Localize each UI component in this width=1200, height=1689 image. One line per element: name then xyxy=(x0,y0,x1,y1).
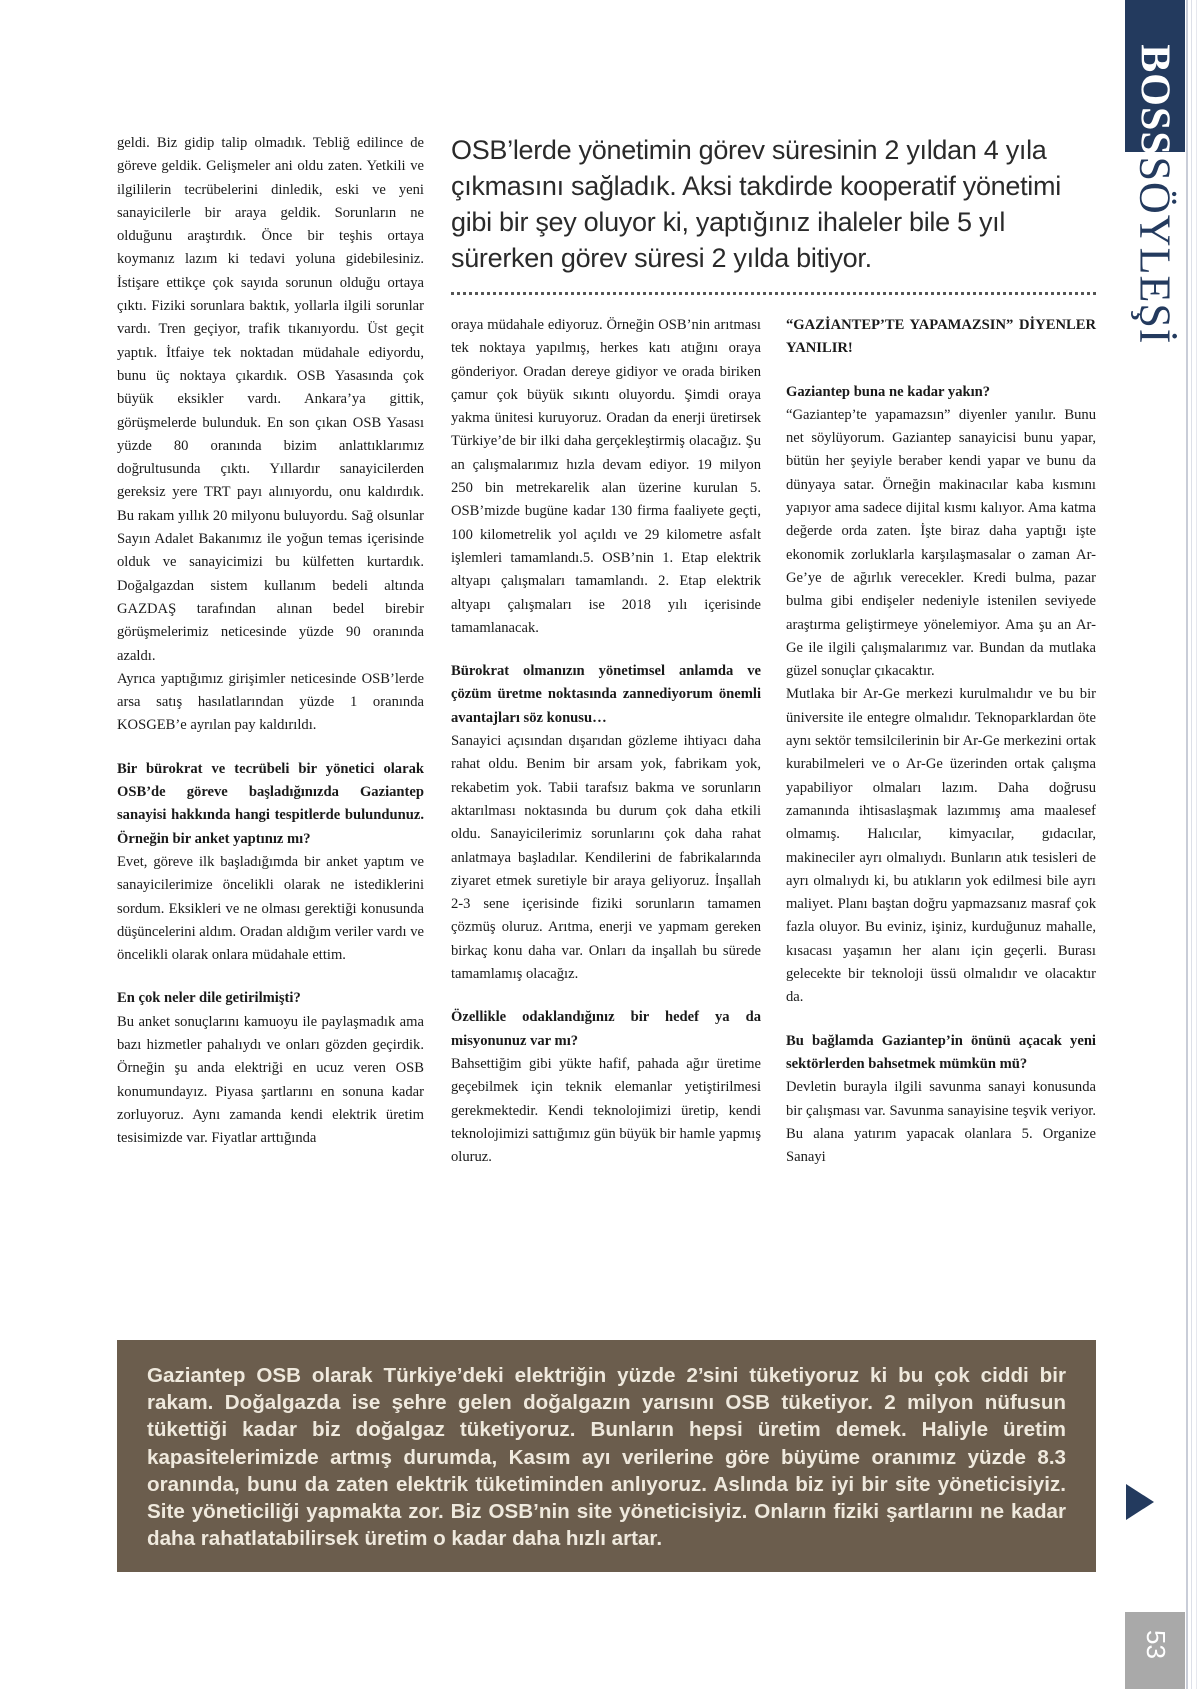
interview-question: Özellikle odaklandığınız bir hedef ya da misyonunuz var mı? xyxy=(451,1009,761,1049)
sidebar-rule xyxy=(1196,0,1197,1689)
interview-question: En çok neler dile getirilmişti? xyxy=(117,990,301,1007)
triangle-arrow-icon xyxy=(1126,1484,1154,1520)
sidebar-rule xyxy=(1191,0,1192,1689)
interview-question: Bürokrat olmanızın yönetimsel anlamda ve çözüm üretme noktasında zannediyorum önemli avantajları söz konusu… xyxy=(451,663,761,726)
pull-quote: OSB’lerde yönetimin görev süresinin 2 yıldan 4 yıla çıkmasını sağladık. Aksi takdirde kooperatif yönetimi gibi bir şey oluyor ki, yaptığınız ihaleler bile 5 yıl sürerken görev süresi 2 yılda bitiyor. xyxy=(451,135,1061,273)
paragraph: Bu anket sonuçlarını kamuoyu ile paylaşmadık ama bazı hizmetler pahalıydı ve onları gözden geçirdik. Örneğin şu anda elektriği en ucuz veren OSB konumundayız. Piyasa şartlarını en sonuna kadar zorluyoruz. Aynı zamanda kendi elektrik üretim tesisimizde var. Fiyatlar arttığında xyxy=(117,1013,424,1147)
paragraph: Mutlaka bir Ar-Ge merkezi kurulmalıdır ve bu bir üniversite ile entegre olmalıdır. Teknoparklardan öte aynı sektör temsilcilerinin bir Ar-Ge merkezini ortak kurabilmeleri ve o Ar-Ge üzerinden ortak çalışma yapabiliyor olmaları lazım. Daha doğrusu zamanında ihtisaslaşmak lazımmış ama maalesef olmamış. Halıcılar, kimyacılar, gıdacılar, makineciler ayrı olmalıydı. Bunların atık tesisleri de ayrı olmalıydı ki, bu atıkların yok edilmesi bile ayrı maliyet. Planı baştan doğru yapmazsanız masraf çok fazla oluyor. Bu eviniz, işiniz, kurduğunuz mahalle, kısacası yaşamın her alanı için geçerli. Burası gelecekte bir teknoloji üssü olmalıdır ve olacaktır da. xyxy=(786,686,1096,1006)
paragraph: Ayrıca yaptığımız girişimler neticesinde OSB’lerde arsa satış hasılatlarından yüzde 1 oranında KOSGEB’e ayrılan pay kaldırıldı. xyxy=(117,670,424,734)
paragraph: “Gaziantep’te yapamazsın” diyenler yanılır. Bunu net söylüyorum. Gaziantep sanayicisi bunu yapar, bütün her şeyiyle beraber kendi yapar ve bunu da dünyaya satar. Örneğin makinacılar kaba kısmını yapıyor ama sadece dijital kısmı kalıyor. Ama katma değerde orda zaten. İşte biraz daha yaptığı işte ekonomik zorluklarla karşılaşmasalar o zaman Ar-Ge’ye de ağırlık verecekler. Kredi bulma, pazar bulma gibi endişeler nedeniyle istenilen seviyede araştırma geliştirmeye yönelemiyor. Ama şu an Ar-Ge ile ilgili çalışmalarımız var. Bundan da mutlaka güzel sonuçlar çıkacaktır. xyxy=(786,406,1096,680)
interview-question: Bir bürokrat ve tecrübeli bir yönetici olarak OSB’de göreve başladığınızda Gaziantep sanayisi hakkında hangi tespitlerde bulundunuz. Örneğin bir anket yaptınız mı? xyxy=(117,760,424,847)
paragraph: Devletin burayla ilgili savunma sanayi konusunda bir çalışması var. Savunma sanayisine teşvik veriyor. Bu alana yatırım yapacak olanlara 5. Organize Sanayi xyxy=(786,1079,1096,1166)
page-number-text: 53 xyxy=(1140,1629,1171,1659)
magazine-logo-text: BOSS xyxy=(1132,44,1178,156)
column-left xyxy=(117,132,424,1150)
paragraph: geldi. Biz gidip talip olmadık. Tebliğ edilince de göreve geldik. Gelişmeler ani oldu zaten. Yetkili ve ilgililerin tecrübelerini dinledik, eski ve yeni sanayicilerle bir araya geldik. Sorunların ne olduğunu araştırdık. Önce bir teşhis ortaya koymanız lazım ki tedavi yoluna gidebilesiniz. İstişare ettikçe çok sayıda sorunun olduğu ortaya çıktı. Fiziki sorunlara baktık, yollarla ilgili sorunlar vardı. Tren geçiyor, trafik tıkanıyordu. Üst geçit yaptık. İtfaiye tek noktadan müdahale ediyordu, bunu üç noktaya çıkardık. OSB Yasasında çok büyük eksikler vardı. Ankara’ya gittik, görüşmelerde bulunduk. En son çıkan OSB Yasası yüzde 80 oranında bizim anlattıklarımız doğrultusunda çıktı. Yıllardır sanayicilerden gereksiz yere TRT payı alınıyordu, onu kaldırdık. Bu rakam yıllık 20 milyonu buluyordu. Sağ olsunlar Sayın Adalet Bakanımız ile yoğun temas içerisinde olduk ve sanayicimizi bu külfetten kurtardık. Doğalgazdan sistem kullanım bedeli altında GAZDAŞ tarafından alınan bedel birebir görüşmelerimiz neticesinde yüzde 90 oranında azaldı. xyxy=(117,135,424,664)
section-heading: “GAZİANTEP’TE YAPAMAZSIN” DİYENLER YANILIR! xyxy=(786,317,1096,357)
column-right xyxy=(786,314,1096,1169)
paragraph: Bahsettiğim gibi yükte hafif, pahada ağır üretime geçebilmek için teknik elemanlar yetiştirilmesi gerekmektedir. Kendi teknolojimizi üretip, kendi teknolojimizi sattığımız gün büyük bir hamle yapmış oluruz. xyxy=(451,1055,761,1166)
column-middle xyxy=(451,314,761,1169)
interview-question: Bu bağlamda Gaziantep’in önünü açacak yeni sektörlerden bahsetmek mümkün mü? xyxy=(786,1032,1096,1072)
highlight-text: Gaziantep OSB olarak Türkiye’deki elektriğin yüzde 2’sini tüketiyoruz ki bu çok ciddi bir rakam. Doğalgazda ise şehre gelen doğalgazın yarısını OSB tüketiyor. 2 milyon nüfusun tükettiği kadar biz doğalgaz tüketiyoruz. Bunların hepsi üretim demek. Haliyle üretim kapasitelerimizde artmış durumda, Kasım ayı verilerine göre büyüme oranımız yüzde 8.3 oranında, bunu da zaten elektrik tüketiminden anlıyoruz. Aslında biz iyi bir site yöneticisiyiz. Site yöneticiliği yapmakta zor. Biz OSB’nin site yöneticisiyiz. Onların fiziki şartlarını ne kadar daha rahatlatabilirsek üretim o kadar daha hızlı artar. xyxy=(147,1364,1066,1551)
section-label xyxy=(1126,150,1184,350)
interview-question: Gaziantep buna ne kadar yakın? xyxy=(786,383,991,400)
magazine-logo xyxy=(1126,40,1184,160)
dotted-divider xyxy=(451,292,1096,295)
paragraph: Sanayici açısından dışarıdan gözleme ihtiyacı daha rahat oldu. Benim bir arsam yok, fabrikam yok, rekabetim yok. Tabii tarafsız bakma ve sorunların aktarılması noktasında bu durum çok daha etkili oldu. Sanayicilerimiz sorunlarını çok daha rahat anlatmaya başladılar. Kendilerini de fabrikalarında ziyaret etmek suretiyle bir araya geliyoruz. İnşallah 2-3 sene içerisinde fiziki sorunların tamamen çözmüş oluruz. Arıtma, enerji ve yapmam gereken birkaç konu daha var. Onları da inşallah bu sürede tamamlamış olacağız. xyxy=(451,733,761,983)
paragraph: oraya müdahale ediyoruz. Örneğin OSB’nin arıtması tek noktaya yapılmış, herkes katı atığını oraya gönderiyor. Oradan dereye gidiyor ve orada biriken çamur çok büyük sıkıntı oluyordu. Şimdi oraya yakma ünitesi kuruyoruz. Oradan da enerji üretirsek Türkiye’de bir ilki daha gerçekleştirmiş olacağız. Şu an çalışmalarımız hızla devam ediyor. 19 milyon 250 bin metrekarelik alan üzerine kurulan 5. OSB’mizde bugüne kadar 130 firma faaliyete geçti, 100 kilometrelik yol açıldı ve 29 kilometre asfalt işlemleri tamamlandı.5. OSB’nin 1. Etap elektrik altyapı çalışmaları tamamlandı. 2. Etap elektrik altyapı çalışmaları ise 2018 yılı içerisinde tamamlanacak. xyxy=(451,317,761,636)
page-number xyxy=(1126,1612,1184,1676)
paragraph: Evet, göreve ilk başladığımda bir anket yaptım ve sanayicilerimize öncelikli olarak ne istediklerini sordum. Eksikleri ve ne olması gerektiği konusunda düşüncelerini aldım. Oradan aldığım veriler vardı ve öncelikli olarak onlara müdahale ettim. xyxy=(117,853,424,964)
section-label-text: SÖYLEŞİ xyxy=(1130,156,1180,344)
highlight-box xyxy=(117,1340,1096,1572)
sidebar-rule xyxy=(1186,0,1188,1689)
